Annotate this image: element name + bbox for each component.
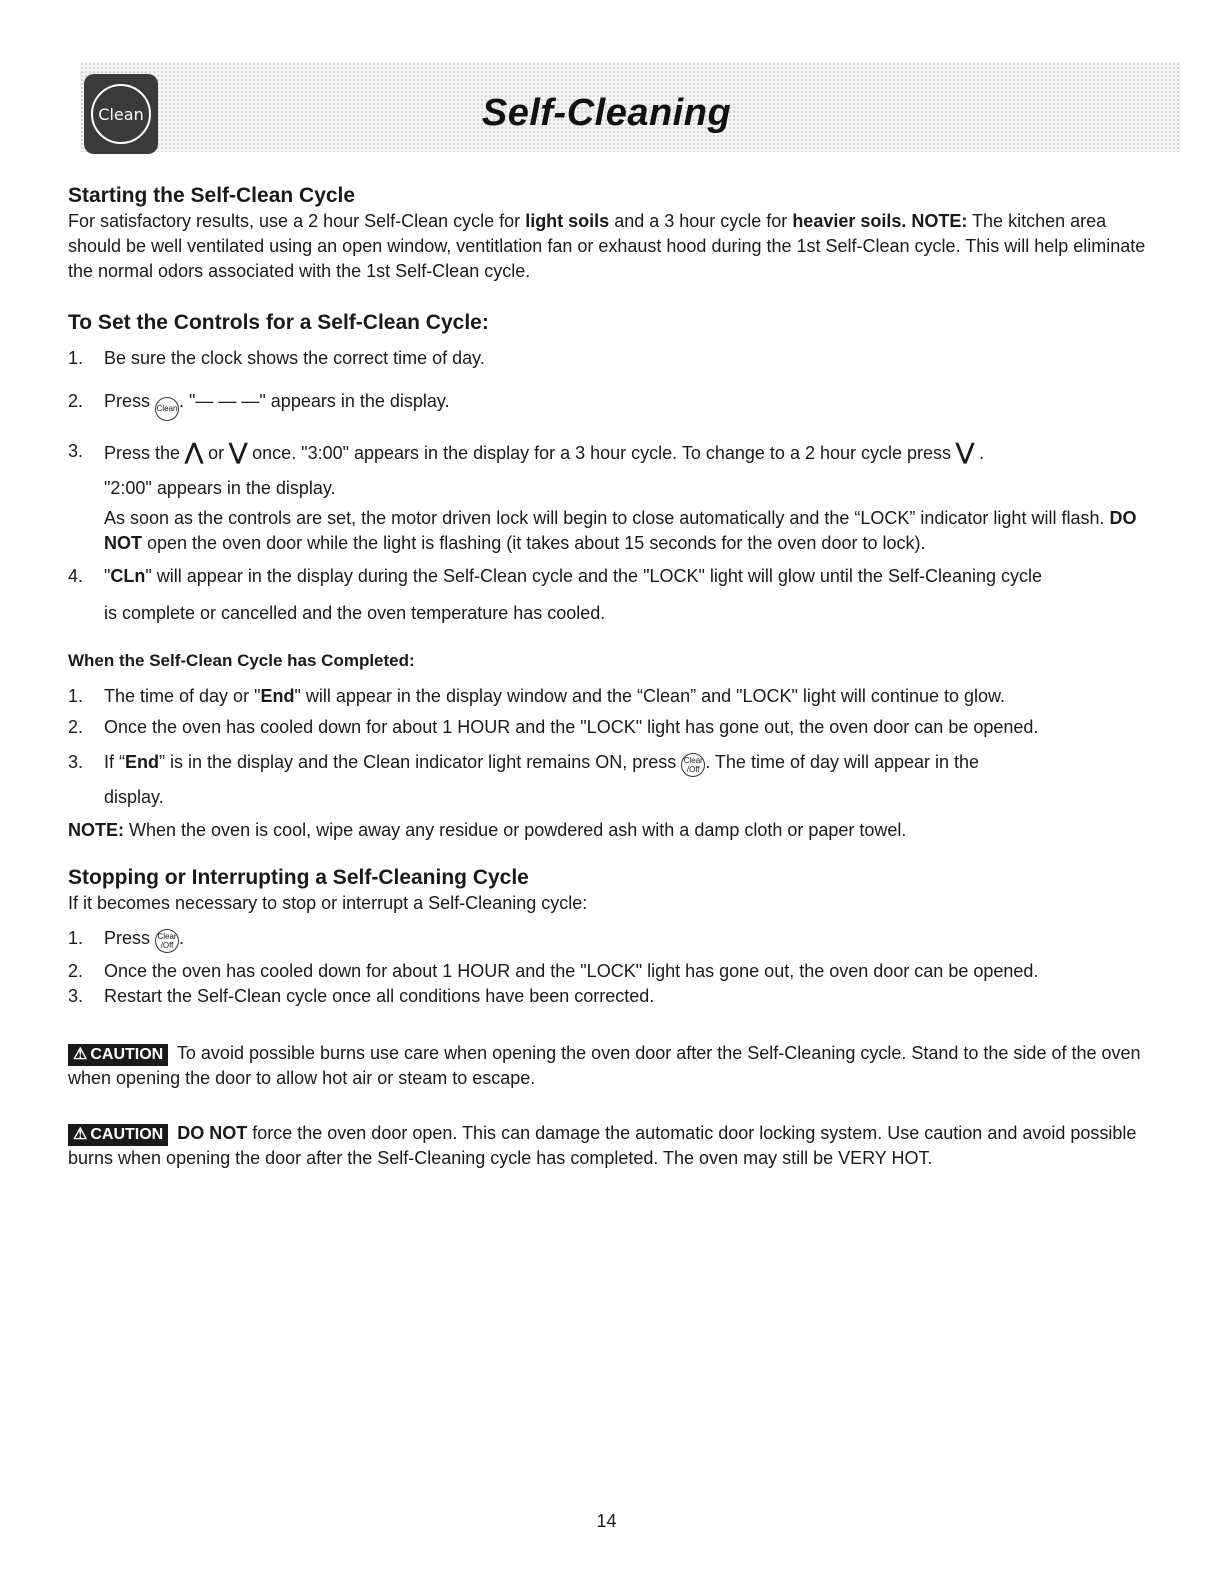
list-text: If “ — [104, 752, 125, 772]
bold-text: CLn — [110, 566, 146, 586]
warning-triangle-icon: ⚠ — [73, 1126, 88, 1143]
caution-badge — [68, 1124, 168, 1146]
list-text: Press — [104, 391, 156, 411]
down-arrow-icon: ⋁ — [229, 439, 248, 464]
list-number: 2. — [68, 391, 84, 411]
list-item — [68, 926, 1148, 953]
list-item — [68, 564, 1148, 589]
caution-badge — [68, 1044, 168, 1066]
down-arrow-icon: ⋁ — [956, 439, 975, 464]
section-heading-stopping: Stopping or Interrupting a Self-Cleaning Cycle — [68, 866, 529, 889]
list-text: Be sure the clock shows the correct time of day. — [104, 348, 485, 368]
clear-off-key-icon — [681, 753, 705, 777]
list-item — [68, 389, 1148, 421]
list-number: 3. — [68, 986, 84, 1006]
list-subtext: "2:00" appears in the display. — [104, 478, 336, 498]
bold-text: light soils — [525, 211, 610, 231]
note-paragraph — [68, 818, 1148, 843]
list-number: 3. — [68, 441, 84, 461]
list-item — [68, 439, 1148, 466]
list-text: . "— — —" appears in the display. — [179, 391, 450, 411]
clean-badge-label: Clean — [91, 84, 151, 144]
caution-label: CAUTION — [90, 1126, 164, 1143]
list-item — [68, 715, 1148, 740]
list-item — [68, 959, 1148, 984]
note-label: NOTE: — [68, 820, 124, 840]
bold-text: DO NOT — [104, 508, 1137, 553]
list-text: . The time of day will appear in the — [705, 752, 980, 772]
caution-paragraph — [68, 1041, 1148, 1091]
clean-key-icon: Clean — [155, 397, 179, 421]
text: For satisfactory results, use a 2 hour Self-Clean cycle for — [68, 211, 526, 231]
list-text: " will appear in the display window and the “Clean” and "LOCK" light will continue to glow. — [294, 686, 1006, 706]
list-text: . — [974, 443, 985, 463]
key-label: Clear — [157, 932, 177, 941]
paragraph-starting — [68, 209, 1148, 284]
list-text: ” is in the display and the Clean indicator light remains ON, press — [159, 752, 682, 772]
list-text: " will appear in the display during the Self-Clean cycle and the "LOCK" light will glow until the Self-Cleaning cycle — [145, 566, 1043, 586]
document-body — [68, 183, 1148, 1171]
list-text: Press the — [104, 443, 186, 463]
section-heading-starting: Starting the Self-Clean Cycle — [68, 184, 356, 207]
list-item — [68, 684, 1148, 709]
list-text: or — [203, 443, 230, 463]
list-number: 2. — [68, 717, 84, 737]
section-heading-set-controls: To Set the Controls for a Self-Clean Cycle: — [68, 311, 489, 334]
text: The kitchen area should be well ventilated using an open window, ventitlation fan or exhaust hood during the 1st Self-Clean cycle. This will help eliminate the normal odors associated with the 1st Self-Clean cycle. — [68, 211, 1146, 281]
page-title: Self-Cleaning — [481, 92, 732, 134]
list-number: 4. — [68, 566, 84, 586]
bold-text: heavier soils. NOTE: — [792, 211, 968, 231]
key-label: /Off — [160, 941, 174, 950]
key-label: /Off — [686, 765, 700, 774]
list-text: " — [104, 566, 111, 586]
list-item — [68, 984, 1148, 1009]
list-number: 2. — [68, 961, 84, 981]
page-number: 14 — [596, 1511, 617, 1531]
caution-text: force the oven door open. This can damage the automatic door locking system. Use caution and avoid possible burns when opening the door after the Self-Cleaning cycle has completed. The oven may still be VERY HOT. — [68, 1123, 1137, 1168]
list-number: 3. — [68, 752, 84, 772]
list-text: . — [179, 928, 185, 948]
list-text: Once the oven has cooled down for about 1 HOUR and the "LOCK" light has gone out, the oven door can be opened. — [104, 717, 1039, 737]
text: As soon as the controls are set, the motor driven lock will begin to close automatically and the “LOCK” indicator light will flash. — [104, 508, 1110, 528]
bold-text: DO NOT — [172, 1123, 248, 1143]
caution-text: To avoid possible burns use care when opening the oven door after the Self-Cleaning cycle. Stand to the side of the oven when opening the door to allow hot air or steam to escape. — [68, 1043, 1141, 1088]
text: and a 3 hour cycle for — [609, 211, 793, 231]
list-subtext: is complete or cancelled and the oven temperature has cooled. — [104, 603, 606, 623]
list-number: 1. — [68, 348, 84, 368]
list-number: 1. — [68, 686, 84, 706]
list-subtext — [68, 506, 1148, 556]
list-text: Restart the Self-Clean cycle once all conditions have been corrected. — [104, 986, 655, 1006]
clear-off-key-icon — [155, 929, 179, 953]
text: open the oven door while the light is flashing (it takes about 15 seconds for the oven door to lock). — [142, 533, 926, 553]
list-item — [68, 346, 1148, 371]
caution-paragraph — [68, 1121, 1148, 1171]
list-text: Once the oven has cooled down for about 1 HOUR and the "LOCK" light has gone out, the oven door can be opened. — [104, 961, 1039, 981]
key-label: Clear — [683, 756, 703, 765]
list-subtext: display. — [104, 787, 164, 807]
caution-label: CAUTION — [90, 1046, 164, 1063]
warning-triangle-icon: ⚠ — [73, 1046, 88, 1063]
paragraph-stopping-intro: If it becomes necessary to stop or interrupt a Self-Cleaning cycle: — [68, 893, 588, 913]
note-text: When the oven is cool, wipe away any residue or powdered ash with a damp cloth or paper towel. — [124, 820, 907, 840]
bold-text: End — [125, 752, 159, 772]
bold-text: End — [260, 686, 295, 706]
list-text: Press — [104, 928, 156, 948]
list-text: once. "3:00" appears in the display for a 3 hour cycle. To change to a 2 hour cycle press — [247, 443, 957, 463]
list-item — [68, 750, 1148, 777]
up-arrow-icon: ⋀ — [185, 439, 204, 464]
section-heading-completed: When the Self-Clean Cycle has Completed: — [68, 651, 415, 670]
list-text: The time of day or " — [104, 686, 261, 706]
list-number: 1. — [68, 928, 84, 948]
